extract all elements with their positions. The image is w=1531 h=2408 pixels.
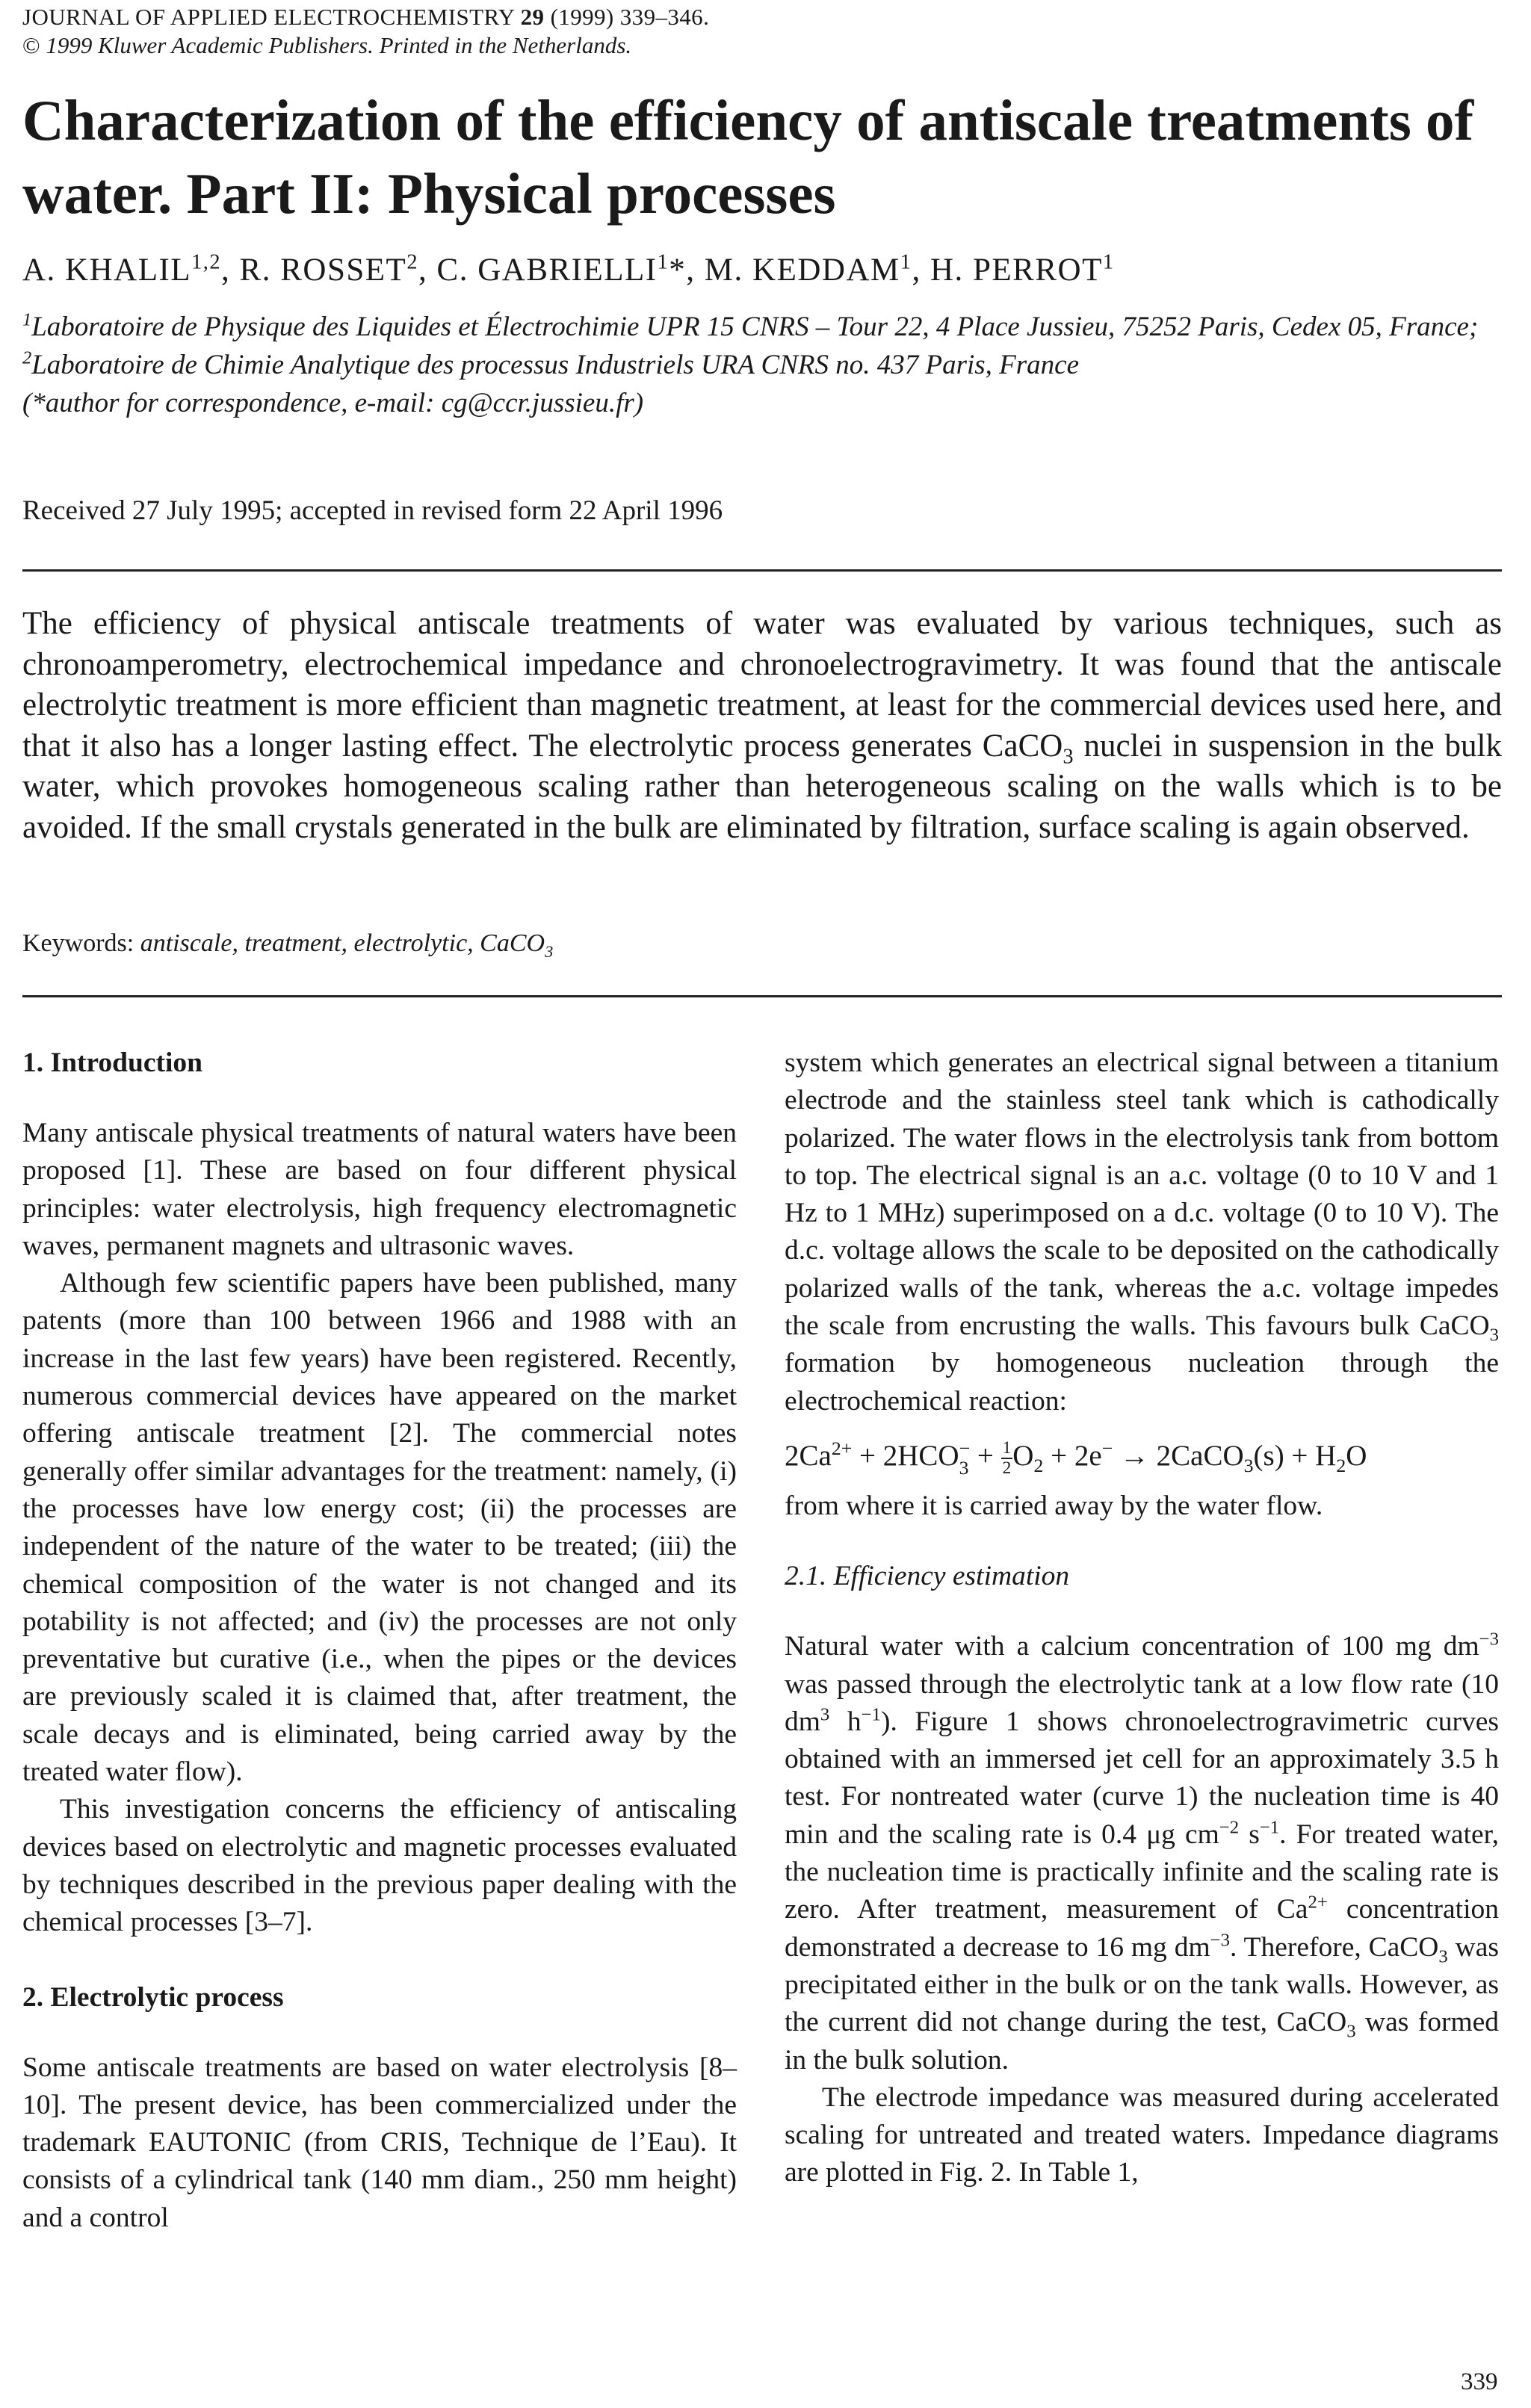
journal-name: JOURNAL OF APPLIED ELECTROCHEMISTRY <box>22 4 515 30</box>
left-column <box>22 1044 737 2237</box>
eq-sub: 2 <box>1336 1454 1346 1476</box>
eq-sup: 2+ <box>831 1437 853 1459</box>
author-name: A. KHALIL <box>22 253 192 288</box>
eq-term: + 2e <box>1043 1439 1102 1472</box>
paragraph: Many antiscale physical treatments of natural waters have been proposed [1]. These are based on four different physical principles: water electrolysis, high frequency electromagnetic waves, permanent magnets and ultrasonic waves. <box>22 1118 737 1261</box>
text-run: system which generates an electrical signal between a titanium electrode and the stainless steel tank which is cathodically polarized. The water flows in the electrolysis tank from bottom to top. The electrical signal is an a.c. voltage (0 to 10 V and 1 Hz to 1 MHz) superimposed on a d.c. voltage (0 to 10 V). The d.c. voltage allows the scale to be deposited on the cathodically polarized walls of the tank, whereas the a.c. voltage impedes the scale from encrusting the walls. This favours bulk CaCO <box>785 1047 1499 1342</box>
superscript: 2+ <box>1308 1892 1328 1913</box>
running-header <box>22 3 709 60</box>
author-name: M. KEDDAM <box>704 253 900 288</box>
author-affiliation-mark: 1 <box>1102 250 1115 274</box>
author-separator: , <box>418 253 437 288</box>
eq-term: (s) + H <box>1253 1439 1337 1472</box>
superscript: 3 <box>820 1704 830 1725</box>
page-number: 339 <box>1461 2368 1498 2395</box>
author-list <box>22 250 1115 291</box>
affiliation-number: 2 <box>22 347 32 368</box>
paragraph: from where it is carried away by the water flow. <box>785 1490 1323 1521</box>
text-run: . For treated water, the nucleation time is practically infinite and the scaling rate is zero. After treatment, measurement of Ca <box>785 1819 1500 1925</box>
subscript: 3 <box>545 941 554 961</box>
superscript: −3 <box>1210 1930 1230 1951</box>
eq-term: 2Ca <box>785 1439 832 1472</box>
text-run: was precipitated either in the bulk or on the tank walls. However, as the current did not change during the test, CaCO <box>785 1931 1499 2038</box>
text-run: ). Figure 1 shows chronoelectrogravimetric curves obtained with an immersed jet cell for an approximately 3.5 h test. For nontreated water (curve 1) the nucleation time is 40 min and the scaling rate is 0.4 μg cm <box>785 1706 1499 1850</box>
text-run: was formed in the bulk solution. <box>785 2007 1500 2076</box>
author-affiliation-mark: 2 <box>406 250 419 274</box>
author-name: H. PERROT <box>930 253 1103 288</box>
right-column <box>785 1044 1499 2192</box>
eq-term: O <box>1346 1439 1367 1472</box>
text-run: . Therefore, CaCO <box>1229 1931 1439 1963</box>
subscript: 3 <box>1489 1325 1499 1346</box>
author-affiliation-mark: 1 <box>900 250 912 274</box>
affiliation-1: Laboratoire de Physique des Liquides et Électrochimie UPR 15 CNRS – Tour 22, 4 Place Jussieu, 75252 Paris, Cedex 05, France; <box>31 312 1479 342</box>
publisher-note: 1999 Kluwer Academic Publishers. Printed in the Netherlands. <box>46 32 632 58</box>
superscript: −2 <box>1219 1817 1240 1838</box>
author-separator: , <box>686 253 705 288</box>
divider-bottom <box>22 995 1502 997</box>
eq-numerator: 1 <box>1002 1438 1012 1458</box>
corresponding-author-mark: * <box>669 253 687 288</box>
author <box>704 250 930 288</box>
text-run: concentration demonstrated a decrease to 16 mg dm <box>785 1894 1499 1963</box>
divider-top <box>22 569 1502 572</box>
keywords-list <box>140 929 554 961</box>
subscript: 3 <box>1438 1946 1448 1967</box>
correspondence-note: (*author for correspondence, e-mail: cg@ccr.jussieu.fr) <box>22 388 644 418</box>
eq-denominator: 2 <box>1002 1458 1012 1479</box>
eq-sub: 3 <box>1243 1454 1254 1476</box>
author-name: C. GABRIELLI <box>436 253 658 288</box>
author <box>239 250 437 288</box>
author-affiliation-mark: 1 <box>657 250 669 274</box>
eq-fraction <box>1001 1439 1013 1477</box>
text-run: Natural water with a calcium concentration of 100 mg dm <box>785 1631 1479 1662</box>
eq-term: O <box>1012 1439 1034 1472</box>
keywords-text: antiscale, treatment, electrolytic, CaCO <box>140 929 545 957</box>
keywords <box>22 926 553 961</box>
eq-term: → 2CaCO <box>1113 1439 1244 1472</box>
reaction-equation <box>785 1434 1499 1479</box>
author <box>930 250 1115 288</box>
paragraph: The electrode impedance was measured during accelerated scaling for untreated and treated waters. Impedance diagrams are plotted in Fig. 2. In Table 1, <box>785 2082 1499 2188</box>
superscript: −1 <box>861 1704 881 1725</box>
paragraph-efficiency <box>785 1628 1499 2079</box>
paragraph: This investigation concerns the efficiency of antiscaling devices based on electrolytic and magnetic processes evaluated by techniques described in the previous paper dealing with the chemical processes [3–7]. <box>22 1794 737 1938</box>
abstract-text: nuclei in suspension in the bulk water, which provokes homogeneous scaling rather than heterogeneous scaling on the walls which is to be avoided. If the small crystals generated in the bulk are eliminated by filtration, surface scaling is again observed. <box>22 728 1503 845</box>
superscript: −1 <box>1259 1817 1280 1838</box>
section-heading-introduction: 1. Introduction <box>22 1047 203 1078</box>
paragraph: Although few scientific papers have been published, many patents (more than 100 between 1966 and 1988 with an increase in the last few years) have been registered. Recently, numerous commercial devices have appeared on the market offering antiscale treatment [2]. The commercial notes generally offer similar advantages for the treatment: namely, (i) the processes have low energy cost; (ii) the processes are independent of the nature of the water to be treated; (iii) the chemical composition of the water is not changed and its potability is not affected; and (iv) the processes are not only preventative but curative (i.e., when the pipes or the devices are previously scaled it is claimed that, after treatment, the scale decays and is eliminated, being carried away by the treated water flow). <box>22 1268 737 1788</box>
journal-year-pages: (1999) 339–346. <box>550 4 710 30</box>
eq-sup: − <box>1101 1437 1113 1459</box>
eq-sup: − <box>959 1437 971 1460</box>
eq-sub: 2 <box>1033 1454 1044 1476</box>
author <box>22 250 240 288</box>
superscript: −3 <box>1479 1629 1499 1650</box>
eq-term: + 2HCO <box>852 1439 959 1472</box>
subscript: 3 <box>1063 745 1074 769</box>
affiliation-2: Laboratoire de Chimie Analytique des processus Industriels URA CNRS no. 437 Paris, France <box>31 350 1080 380</box>
subscript: 3 <box>1346 2021 1356 2042</box>
section-heading-electrolytic: 2. Electrolytic process <box>22 1981 284 2013</box>
text-run: h <box>829 1706 862 1737</box>
affiliation-lines <box>22 308 1509 384</box>
author <box>436 250 705 288</box>
copyright-line <box>22 31 709 60</box>
subsection-heading-efficiency: 2.1. Efficiency estimation <box>785 1561 1070 1592</box>
eq-sub: 3 <box>959 1457 969 1479</box>
copyright-icon: © <box>22 32 40 58</box>
author-separator: , <box>912 253 930 288</box>
paragraph-start: Some antiscale treatments are based on water electrolysis [8–10]. The present device, has been commercialized under the trademark EAUTONIC (from CRIS, Technique de l’Eau). It consists of a cylindrical tank (140 mm diam., 250 mm height) and a control <box>22 2052 737 2233</box>
eq-term: + <box>970 1439 1001 1472</box>
abstract <box>22 604 1502 848</box>
journal-volume: 29 <box>520 4 545 30</box>
journal-citation <box>22 3 709 31</box>
author-affiliation-mark: 1,2 <box>191 250 222 274</box>
article-title: Characterization of the efficiency of antiscale treatments of water. Part II: Physical processes <box>22 88 1474 226</box>
affiliations <box>22 308 1509 422</box>
text-run: was passed through the electrolytic tank at a low flow rate (10 dm <box>785 1668 1499 1737</box>
keywords-label: Keywords: <box>22 929 134 957</box>
affiliation-number: 1 <box>22 309 32 330</box>
abstract-text: The efficiency of physical antiscale treatments of water was evaluated by various techniques, such as chronoamperometry, electrochemical impedance and chronoelectrogravimetry. It was found that the antiscale electrolytic treatment is more efficient than magnetic treatment, at least for the commercial devices used here, and that it also has a longer lasting effect. The electrolytic process generates CaCO <box>22 606 1502 764</box>
eq-script-stack <box>959 1439 971 1477</box>
paragraph-continued <box>785 1044 1499 1420</box>
received-dates: Received 27 July 1995; accepted in revised form 22 April 1996 <box>22 495 723 526</box>
text-run: formation by homogeneous nucleation through the electrochemical reaction: <box>785 1348 1499 1417</box>
author-separator: , <box>221 253 240 288</box>
text-run: s <box>1239 1819 1260 1850</box>
author-name: R. ROSSET <box>239 253 407 288</box>
